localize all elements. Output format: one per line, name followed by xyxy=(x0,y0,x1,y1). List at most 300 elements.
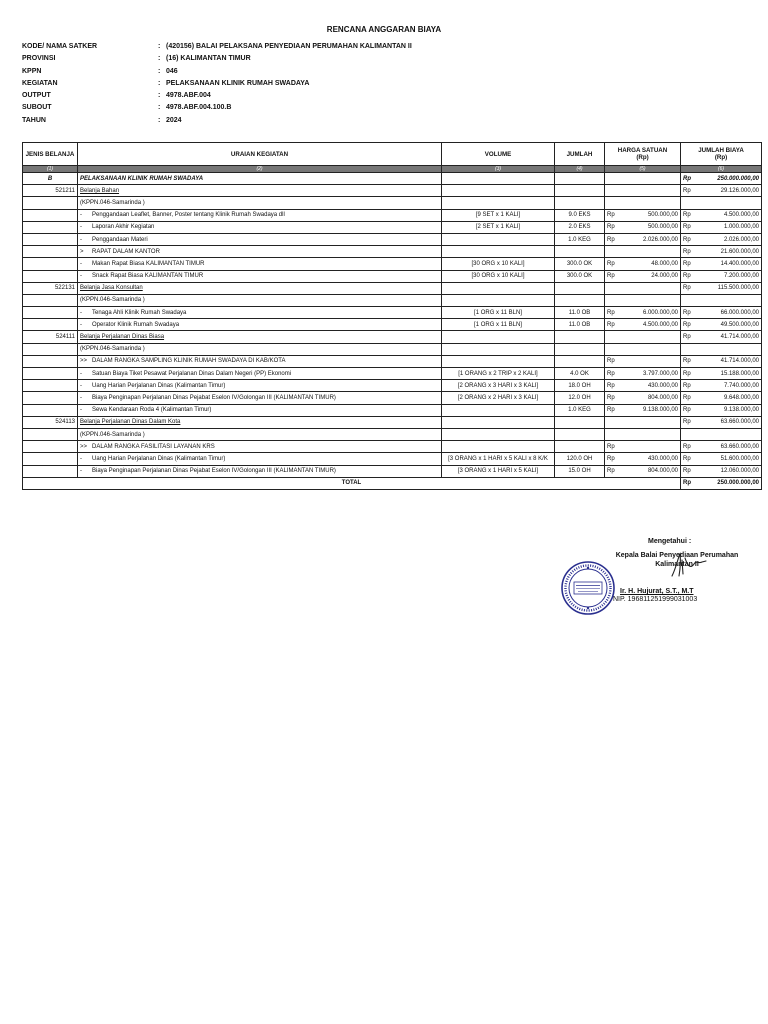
jumlah-biaya-cell xyxy=(681,173,762,185)
row-marker: > xyxy=(80,248,84,255)
amount: 9.138.000,00 xyxy=(723,407,759,414)
uraian-cell xyxy=(78,331,442,343)
amount: 4.500.000,00 xyxy=(642,321,678,328)
uraian-text: Penggandaan Materi xyxy=(92,236,148,243)
header-row xyxy=(22,104,412,116)
uraian-cell xyxy=(78,197,442,209)
currency-label: Rp xyxy=(683,187,691,194)
harga-satuan-cell xyxy=(605,233,681,245)
volume-cell: [30 ORG x 10 KALI] xyxy=(442,258,555,270)
row-marker: - xyxy=(80,382,82,389)
jumlah-cell xyxy=(555,173,605,185)
jumlah-biaya-cell xyxy=(681,428,762,440)
uraian-text: (KPPN.046-Samarinda ) xyxy=(80,199,145,206)
row-marker: - xyxy=(80,273,82,280)
signer-nip: NIP. 196811251999031003 xyxy=(613,596,698,603)
jumlah-cell xyxy=(555,416,605,428)
jumlah-biaya-cell xyxy=(681,307,762,319)
jumlah-biaya-cell xyxy=(681,465,762,477)
jumlah-biaya-cell xyxy=(681,270,762,282)
uraian-cell xyxy=(78,258,442,270)
harga-satuan-cell xyxy=(605,307,681,319)
currency-label: Rp xyxy=(607,236,615,243)
column-header: JUMLAH BIAYA (Rp) xyxy=(681,143,762,166)
jumlah-cell: 18.0 OH xyxy=(555,380,605,392)
amount: 14.400.000,00 xyxy=(720,260,759,267)
document-title: RENCANA ANGGARAN BIAYA xyxy=(326,25,442,34)
header-colon: : xyxy=(158,43,161,50)
jumlah-cell: 11.0 OB xyxy=(555,307,605,319)
table-row xyxy=(23,319,762,331)
header-label: KEGIATAN xyxy=(22,79,58,87)
uraian-cell xyxy=(78,209,442,221)
jenis-belanja-cell xyxy=(23,441,78,453)
amount: 250.000.000,00 xyxy=(717,175,759,182)
table-row xyxy=(23,465,762,477)
harga-satuan-cell xyxy=(605,404,681,416)
jumlah-biaya-cell xyxy=(681,368,762,380)
jenis-belanja-cell: 524113 xyxy=(23,416,78,428)
signer-title-line1: Kepala Balai Penyediaan Perumahan xyxy=(615,552,739,559)
jenis-belanja-cell xyxy=(23,343,78,355)
header-info xyxy=(22,43,412,129)
uraian-cell xyxy=(78,307,442,319)
volume-cell xyxy=(442,428,555,440)
uraian-cell xyxy=(78,441,442,453)
jumlah-cell: 1.0 KEG xyxy=(555,404,605,416)
jumlah-cell xyxy=(555,197,605,209)
header-colon: : xyxy=(158,55,161,63)
harga-satuan-cell xyxy=(605,319,681,331)
jenis-belanja-cell: 521211 xyxy=(23,185,78,197)
jenis-belanja-cell xyxy=(23,319,78,331)
amount: 49.500.000,00 xyxy=(720,321,759,328)
mengetahui-label: Mengetahui : xyxy=(648,538,692,545)
currency-label: Rp xyxy=(683,260,691,267)
table-row xyxy=(23,404,762,416)
volume-cell: [2 SET x 1 KALI] xyxy=(442,221,555,233)
amount: 2.026.000,00 xyxy=(642,236,678,243)
amount: 21.600.000,00 xyxy=(720,248,759,255)
currency-label: Rp xyxy=(683,407,691,414)
uraian-text: RAPAT DALAM KANTOR xyxy=(92,248,160,255)
signer-title-line2: Kalimantan II xyxy=(655,561,699,568)
amount: 12.060.000,00 xyxy=(720,468,759,475)
harga-satuan-cell xyxy=(605,465,681,477)
currency-label: Rp xyxy=(683,334,691,341)
table-row xyxy=(23,270,762,282)
column-number: (2) xyxy=(78,166,442,173)
table-row xyxy=(23,307,762,319)
currency-label: Rp xyxy=(607,321,615,328)
amount: 3.797.000,00 xyxy=(642,370,678,377)
currency-label: Rp xyxy=(683,443,691,450)
jumlah-biaya-cell xyxy=(681,416,762,428)
harga-satuan-cell xyxy=(605,221,681,233)
volume-cell xyxy=(442,404,555,416)
amount: 2.026.000,00 xyxy=(723,236,759,243)
currency-label: Rp xyxy=(683,468,691,475)
header-label: PROVINSI xyxy=(22,55,56,63)
column-number: (3) xyxy=(442,166,555,173)
volume-cell xyxy=(442,441,555,453)
row-marker: >> xyxy=(80,358,88,365)
column-header: VOLUME xyxy=(442,143,555,166)
harga-satuan-cell xyxy=(605,270,681,282)
amount: 24.000,00 xyxy=(651,273,678,280)
uraian-cell xyxy=(78,380,442,392)
header-label: OUTPUT xyxy=(22,92,51,100)
header-value: 4978.ABF.004.100.B xyxy=(166,104,232,112)
jumlah-biaya-cell xyxy=(681,209,762,221)
uraian-text: Laporan Akhir Kegiatan xyxy=(92,224,155,231)
jenis-belanja-cell xyxy=(23,209,78,221)
table-body xyxy=(23,173,762,490)
volume-cell: [9 SET x 1 KALI] xyxy=(442,209,555,221)
jumlah-biaya-cell xyxy=(681,404,762,416)
currency-label: Rp xyxy=(607,394,615,401)
harga-satuan-cell xyxy=(605,355,681,367)
jumlah-cell: 11.0 OB xyxy=(555,319,605,331)
column-header: JUMLAH xyxy=(555,143,605,166)
uraian-text: (KPPN.046-Samarinda ) xyxy=(80,431,145,438)
uraian-cell xyxy=(78,282,442,294)
jumlah-biaya-cell xyxy=(681,221,762,233)
uraian-cell xyxy=(78,428,442,440)
uraian-cell xyxy=(78,404,442,416)
column-header: URAIAN KEGIATAN xyxy=(78,143,442,166)
header-value: 046 xyxy=(166,67,178,75)
header-colon: : xyxy=(158,92,161,100)
currency-label: Rp xyxy=(607,212,615,219)
jumlah-cell xyxy=(555,441,605,453)
uraian-cell xyxy=(78,368,442,380)
row-marker: - xyxy=(80,321,82,328)
currency-label: Rp xyxy=(607,273,615,280)
table-row xyxy=(23,282,762,294)
amount: 41.714.000,00 xyxy=(720,334,759,341)
harga-satuan-cell xyxy=(605,282,681,294)
jumlah-biaya-cell xyxy=(681,392,762,404)
row-marker: >> xyxy=(80,443,88,450)
uraian-cell xyxy=(78,294,442,306)
volume-cell xyxy=(442,343,555,355)
table-row xyxy=(23,331,762,343)
jenis-belanja-cell xyxy=(23,270,78,282)
currency-label: Rp xyxy=(683,309,691,316)
row-marker: - xyxy=(80,468,82,475)
row-marker: - xyxy=(80,260,82,267)
row-marker: - xyxy=(80,407,82,414)
uraian-text: Penggandaan Leaflet, Banner, Poster tentang Klinik Rumah Swadaya dll xyxy=(92,212,285,219)
uraian-cell xyxy=(78,185,442,197)
uraian-cell xyxy=(78,319,442,331)
table-row xyxy=(23,221,762,233)
jenis-belanja-cell: B xyxy=(23,173,78,185)
volume-cell: [2 ORANG x 2 HARI x 3 KALI] xyxy=(442,392,555,404)
column-header: HARGA SATUAN (Rp) xyxy=(605,143,681,166)
currency-label: Rp xyxy=(683,212,691,219)
column-number: (6) xyxy=(681,166,762,173)
volume-cell: [3 ORANG x 1 HARI x 5 KALI x 8 K/K xyxy=(442,453,555,465)
table-row xyxy=(23,197,762,209)
jumlah-cell xyxy=(555,331,605,343)
header-row xyxy=(22,55,412,67)
currency-label: Rp xyxy=(683,285,691,292)
jumlah-biaya-cell xyxy=(681,331,762,343)
row-marker: - xyxy=(80,455,82,462)
volume-cell xyxy=(442,355,555,367)
amount: 29.126.000,00 xyxy=(720,187,759,194)
row-marker: - xyxy=(80,394,82,401)
harga-satuan-cell xyxy=(605,246,681,258)
currency-label: Rp xyxy=(607,309,615,316)
jumlah-cell xyxy=(555,294,605,306)
jumlah-cell xyxy=(555,246,605,258)
header-label: SUBOUT xyxy=(22,104,52,112)
jumlah-cell: 300.0 OK xyxy=(555,270,605,282)
volume-cell xyxy=(442,197,555,209)
uraian-cell xyxy=(78,416,442,428)
row-marker: - xyxy=(80,370,82,377)
jumlah-cell xyxy=(555,355,605,367)
header-row xyxy=(22,68,412,80)
header-value: 2024 xyxy=(166,116,182,124)
currency-label: Rp xyxy=(683,455,691,462)
table-row xyxy=(23,209,762,221)
row-marker: - xyxy=(80,236,82,243)
table-row xyxy=(23,416,762,428)
jenis-belanja-cell xyxy=(23,355,78,367)
amount: 15.188.000,00 xyxy=(720,370,759,377)
volume-cell xyxy=(442,416,555,428)
table-row xyxy=(23,441,762,453)
amount: 804.000,00 xyxy=(647,394,678,401)
column-number: (1) xyxy=(23,166,78,173)
header-colon: : xyxy=(158,104,161,112)
amount: 66.000.000,00 xyxy=(720,309,759,316)
amount: 500.000,00 xyxy=(647,212,678,219)
jumlah-cell xyxy=(555,282,605,294)
harga-satuan-cell xyxy=(605,392,681,404)
uraian-text: Tenaga Ahli Klinik Rumah Swadaya xyxy=(92,309,187,316)
table-row xyxy=(23,185,762,197)
uraian-cell xyxy=(78,355,442,367)
header-label: TAHUN xyxy=(22,116,46,124)
amount: 430.000,00 xyxy=(647,382,678,389)
official-seal-icon xyxy=(560,560,616,616)
currency-label: Rp xyxy=(607,260,615,267)
uraian-text: Belanja Perjalanan Dinas Dalam Kota xyxy=(80,419,181,426)
jenis-belanja-cell xyxy=(23,428,78,440)
header-colon: : xyxy=(158,67,161,75)
volume-cell xyxy=(442,294,555,306)
jenis-belanja-cell xyxy=(23,246,78,258)
header-row xyxy=(22,117,412,129)
jumlah-cell: 120.0 OH xyxy=(555,453,605,465)
header-colon: : xyxy=(158,116,161,124)
currency-label: Rp xyxy=(607,443,615,450)
volume-cell: [1 ORG x 11 BLN] xyxy=(442,319,555,331)
jumlah-cell: 1.0 KEG xyxy=(555,233,605,245)
currency-label: Rp xyxy=(683,370,691,377)
jenis-belanja-cell xyxy=(23,392,78,404)
jumlah-biaya-cell xyxy=(681,294,762,306)
amount: 500.000,00 xyxy=(647,224,678,231)
currency-label: Rp xyxy=(607,407,615,414)
table-row xyxy=(23,258,762,270)
harga-satuan-cell xyxy=(605,209,681,221)
jumlah-biaya-cell xyxy=(681,380,762,392)
volume-cell xyxy=(442,185,555,197)
jumlah-cell: 300.0 OK xyxy=(555,258,605,270)
jenis-belanja-cell xyxy=(23,465,78,477)
amount: 63.660.000,00 xyxy=(720,443,759,450)
uraian-text: PELAKSANAAN KLINIK RUMAH SWADAYA xyxy=(80,175,204,182)
currency-label: Rp xyxy=(683,236,691,243)
uraian-cell xyxy=(78,465,442,477)
amount: 430.000,00 xyxy=(647,455,678,462)
volume-cell xyxy=(442,282,555,294)
jumlah-cell: 2.0 EKS xyxy=(555,221,605,233)
jumlah-biaya-cell xyxy=(681,246,762,258)
uraian-text: Snack Rapat Biasa KALIMANTAN TIMUR xyxy=(92,273,204,280)
jenis-belanja-cell: 524111 xyxy=(23,331,78,343)
jenis-belanja-cell xyxy=(23,307,78,319)
currency-label: Rp xyxy=(607,370,615,377)
header-value: 4978.ABF.004 xyxy=(166,92,211,100)
harga-satuan-cell xyxy=(605,343,681,355)
jumlah-biaya-cell xyxy=(681,343,762,355)
table-row xyxy=(23,173,762,185)
total-label: TOTAL xyxy=(23,477,681,489)
table-row xyxy=(23,355,762,367)
header-value: (16) KALIMANTAN TIMUR xyxy=(166,55,251,63)
amount: 6.000.000,00 xyxy=(642,309,678,316)
jumlah-biaya-cell xyxy=(681,355,762,367)
uraian-text: Uang Harian Perjalanan Dinas (Kalimantan Timur) xyxy=(92,455,226,462)
uraian-text: Satuan Biaya Tiket Pesawat Perjalanan Dinas Dalam Negeri (PP) Ekonomi xyxy=(92,370,292,377)
uraian-text: (KPPN.046-Samarinda ) xyxy=(80,297,145,304)
amount: 4.500.000,00 xyxy=(723,212,759,219)
currency-label: Rp xyxy=(607,468,615,475)
row-marker: - xyxy=(80,212,82,219)
amount: 9.648.000,00 xyxy=(723,394,759,401)
amount: 63.660.000,00 xyxy=(720,419,759,426)
currency-label: Rp xyxy=(607,358,615,365)
column-number: (4) xyxy=(555,166,605,173)
column-header-row xyxy=(23,143,762,166)
jenis-belanja-cell xyxy=(23,380,78,392)
volume-cell xyxy=(442,331,555,343)
uraian-text: Biaya Penginapan Perjalanan Dinas Pejabat Eselon IV/Golongan III (KALIMANTAN TIMUR) xyxy=(92,468,336,475)
amount: 7.200.000,00 xyxy=(723,273,759,280)
currency-label: Rp xyxy=(683,248,691,255)
uraian-text: Belanja Jasa Konsultan xyxy=(80,285,143,292)
uraian-text: Sewa Kendaraan Roda 4 (Kalimantan Timur) xyxy=(92,407,212,414)
table-row xyxy=(23,368,762,380)
uraian-text: (KPPN.046-Samarinda ) xyxy=(80,346,145,353)
table-row xyxy=(23,233,762,245)
amount: 48.000,00 xyxy=(651,260,678,267)
table-row xyxy=(23,343,762,355)
volume-cell: [1 ORANG x 2 TRIP x 2 KALI] xyxy=(442,368,555,380)
header-value: (420156) BALAI PELAKSANA PENYEDIAAN PERUMAHAN KALIMANTAN II xyxy=(166,43,412,50)
currency-label: Rp xyxy=(683,382,691,389)
volume-cell xyxy=(442,233,555,245)
volume-cell xyxy=(442,173,555,185)
jenis-belanja-cell: 522131 xyxy=(23,282,78,294)
currency-label: Rp xyxy=(683,321,691,328)
amount: 804.000,00 xyxy=(647,468,678,475)
header-row xyxy=(22,80,412,92)
budget-table xyxy=(22,142,762,490)
uraian-text: Operator Klinik Rumah Swadaya xyxy=(92,321,180,328)
total-row xyxy=(23,477,762,489)
uraian-text: Belanja Perjalanan Dinas Biasa xyxy=(80,334,165,341)
jenis-belanja-cell xyxy=(23,294,78,306)
currency-label: Rp xyxy=(683,480,691,487)
harga-satuan-cell xyxy=(605,416,681,428)
jumlah-biaya-cell xyxy=(681,319,762,331)
volume-cell: [30 ORG x 10 KALI] xyxy=(442,270,555,282)
jenis-belanja-cell xyxy=(23,221,78,233)
column-header: JENIS BELANJA xyxy=(23,143,78,166)
uraian-text: Belanja Bahan xyxy=(80,187,120,194)
jumlah-cell: 4.0 OK xyxy=(555,368,605,380)
jenis-belanja-cell xyxy=(23,368,78,380)
harga-satuan-cell xyxy=(605,428,681,440)
amount: 41.714.000,00 xyxy=(720,358,759,365)
currency-label: Rp xyxy=(683,394,691,401)
table-row xyxy=(23,428,762,440)
total-amount: 250.000.000,00 xyxy=(717,480,759,487)
harga-satuan-cell xyxy=(605,380,681,392)
uraian-text: Biaya Penginapan Perjalanan Dinas Pejabat Eselon IV/Golongan III (KALIMANTAN TIMUR) xyxy=(92,394,336,401)
amount: 9.138.000,00 xyxy=(642,407,678,414)
harga-satuan-cell xyxy=(605,185,681,197)
uraian-cell xyxy=(78,173,442,185)
harga-satuan-cell xyxy=(605,197,681,209)
header-label: KODE/ NAMA SATKER xyxy=(22,43,98,50)
jumlah-biaya-cell xyxy=(681,233,762,245)
table-row xyxy=(23,246,762,258)
jumlah-biaya-cell xyxy=(681,258,762,270)
uraian-text: Uang Harian Perjalanan Dinas (Kalimantan Timur) xyxy=(92,382,226,389)
jumlah-biaya-cell xyxy=(681,453,762,465)
amount: 1.000.000,00 xyxy=(723,224,759,231)
jumlah-biaya-cell xyxy=(681,441,762,453)
uraian-cell xyxy=(78,392,442,404)
jumlah-biaya-cell xyxy=(681,185,762,197)
row-marker: - xyxy=(80,224,82,231)
header-row xyxy=(22,92,412,104)
jumlah-cell: 15.0 OH xyxy=(555,465,605,477)
table-row xyxy=(23,392,762,404)
volume-cell xyxy=(442,246,555,258)
jumlah-cell: 9.0 EKS xyxy=(555,209,605,221)
total-amount-cell xyxy=(681,477,762,489)
jenis-belanja-cell xyxy=(23,404,78,416)
amount: 7.740.000,00 xyxy=(723,382,759,389)
jumlah-cell xyxy=(555,185,605,197)
jumlah-biaya-cell xyxy=(681,282,762,294)
jumlah-cell: 12.0 OH xyxy=(555,392,605,404)
column-number-row xyxy=(23,166,762,173)
jenis-belanja-cell xyxy=(23,258,78,270)
harga-satuan-cell xyxy=(605,368,681,380)
harga-satuan-cell xyxy=(605,294,681,306)
